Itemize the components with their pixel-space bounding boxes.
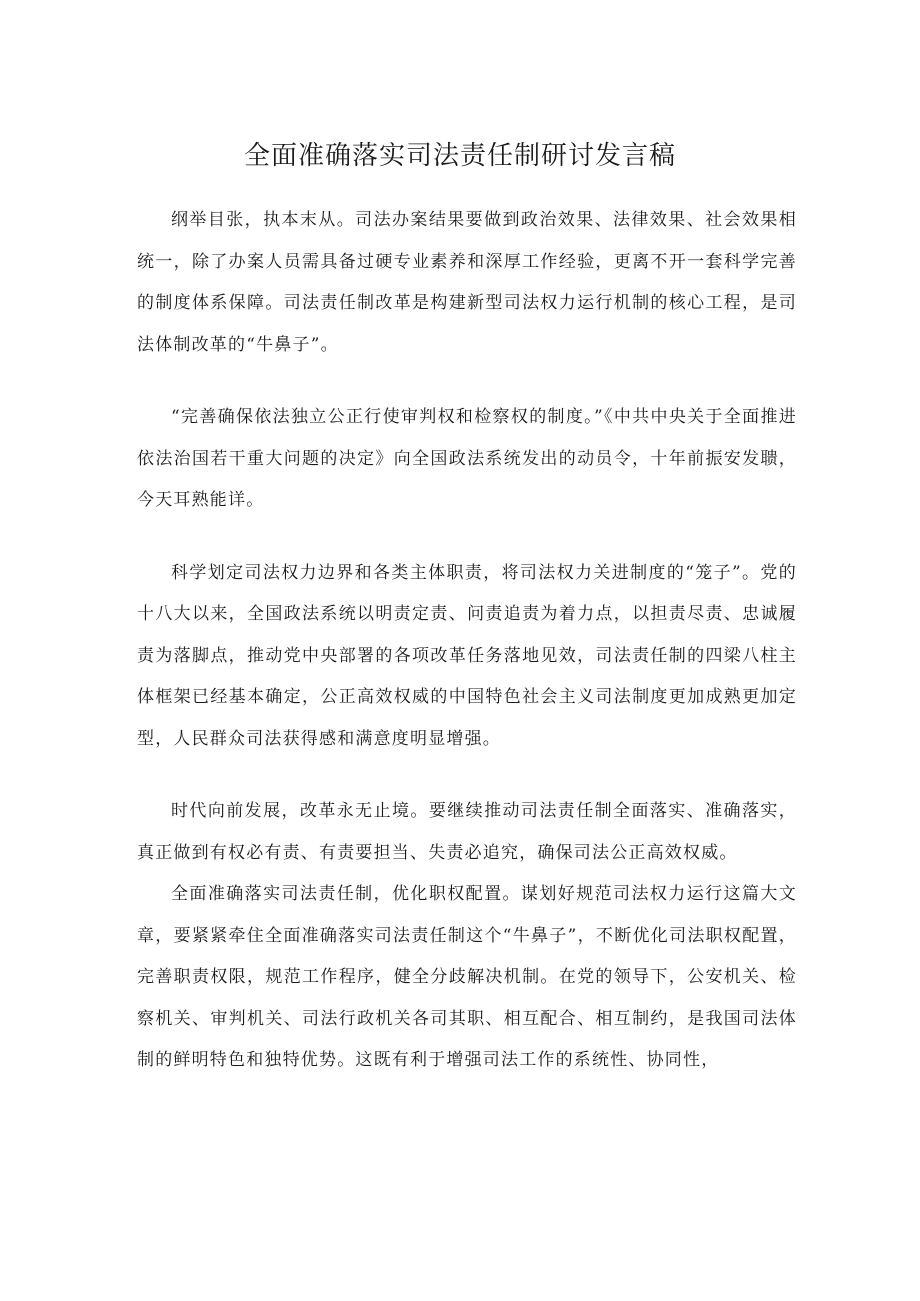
paragraph-3: 科学划定司法权力边界和各类主体职责，将司法权力关进制度的“笼子”。党的十八大以来，全国政法系统以明责定责、问责追责为着力点，以担责尽责、忠诚履责为落脚点，推动党中央部署的各项改革任务落地见效，司法责任制的四梁八柱主体框架已经基本确定，公正高效权威的中国特色社会主义司法制度更加成熟更加定型，人民群众司法获得感和满意度明显增强。: [137, 562, 797, 749]
paragraph-2: “完善确保依法独立公正行使审判权和检察权的制度。”《中共中央关于全面推进依法治国若干重大问题的决定》向全国政法系统发出的动员令，十年前振安发聩，今天耳熟能详。: [137, 407, 797, 510]
paragraph-1: 纲举目张，执本末从。司法办案结果要做到政治效果、法律效果、社会效果相统一，除了办案人员需具备过硬专业素养和深厚工作经验，更离不开一套科学完善的制度体系保障。司法责任制改革是构建新型司法权力运行机制的核心工程，是司法体制改革的“牛鼻子”。: [137, 210, 797, 355]
paragraph-5: 全面准确落实司法责任制，优化职权配置。谋划好规范司法权力运行这篇大文章，要紧紧牵住全面准确落实司法责任制这个“牛鼻子”，不断优化司法职权配置，完善职责权限，规范工作程序，健全分歧解决机制。在党的领导下，公安机关、检察机关、审判机关、司法行政机关各司其职、相互配合、相互制约，是我国司法体制的鲜明特色和独特优势。这既有利于增强司法工作的系统性、协同性，: [137, 884, 797, 1070]
document-body: [137, 200, 797, 1082]
document-title: 全面准确落实司法责任制研讨发言稿: [243, 141, 676, 171]
paragraph-4: 时代向前发展，改革永无止境。要继续推动司法责任制全面落实、准确落实，真正做到有权必有责、有责要担当、失责必追究，确保司法公正高效权威。: [137, 801, 797, 863]
